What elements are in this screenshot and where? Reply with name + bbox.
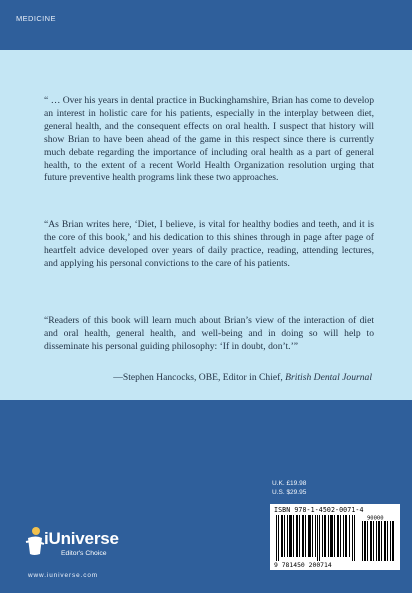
blurb-attribution <box>44 372 372 383</box>
iuniverse-person-icon <box>24 526 46 556</box>
blurb-paragraph-3: “Readers of this book will learn much about Brian’s view of the interaction of diet and oral health, general health, and well-being and in doing so will help to disseminate his personal guiding philosophy: ‘If in doubt, don’t.’” <box>44 315 374 352</box>
barcode-digits: 9 781450 200714 <box>274 561 332 569</box>
price-uk: U.K. £19.98 <box>272 480 307 487</box>
price-block <box>272 479 306 497</box>
barcode-icon <box>274 515 396 561</box>
price-us: U.S. $29.95 <box>272 489 307 496</box>
blurb-paragraph-2: “As Brian writes here, ‘Diet, I believe, is vital for healthy bodies and teeth, and it is the core of this book,’ and his dedication to this shines through in page after page of heartfelt advice developed over years of daily practice, reading, attending lectures, and applying his personal convictions to the care of his patients. <box>44 219 374 269</box>
barcode-addon: 90000 <box>367 515 384 522</box>
isbn-text: ISBN 978-1-4502-0071-4 <box>274 506 364 514</box>
blurb-paragraph-1: “ … Over his years in dental practice in Buckinghamshire, Brian has come to develop an interest in holistic care for his patients, especially in the interplay between diet, general health, and the consequent effects on oral health. I suspect that history will show Brian to have been ahead of the game in this respect since there is currently much debate regarding the importance of including oral health as a part of general health, to the extent of a recent World Health Organization resolution urging that future preventive health programs link these two approaches. <box>44 95 374 184</box>
attribution-publication: British Dental Journal <box>285 372 372 383</box>
publisher-brand: iUniverse <box>44 529 119 548</box>
publisher-tagline: Editor's Choice <box>61 550 107 557</box>
category-label: MEDICINE <box>16 14 56 23</box>
attribution-name: —Stephen Hancocks, OBE, Editor in Chief, <box>113 372 286 383</box>
publisher-logo <box>24 526 134 566</box>
barcode-box <box>270 504 400 570</box>
publisher-website[interactable]: www.iuniverse.com <box>28 572 98 579</box>
